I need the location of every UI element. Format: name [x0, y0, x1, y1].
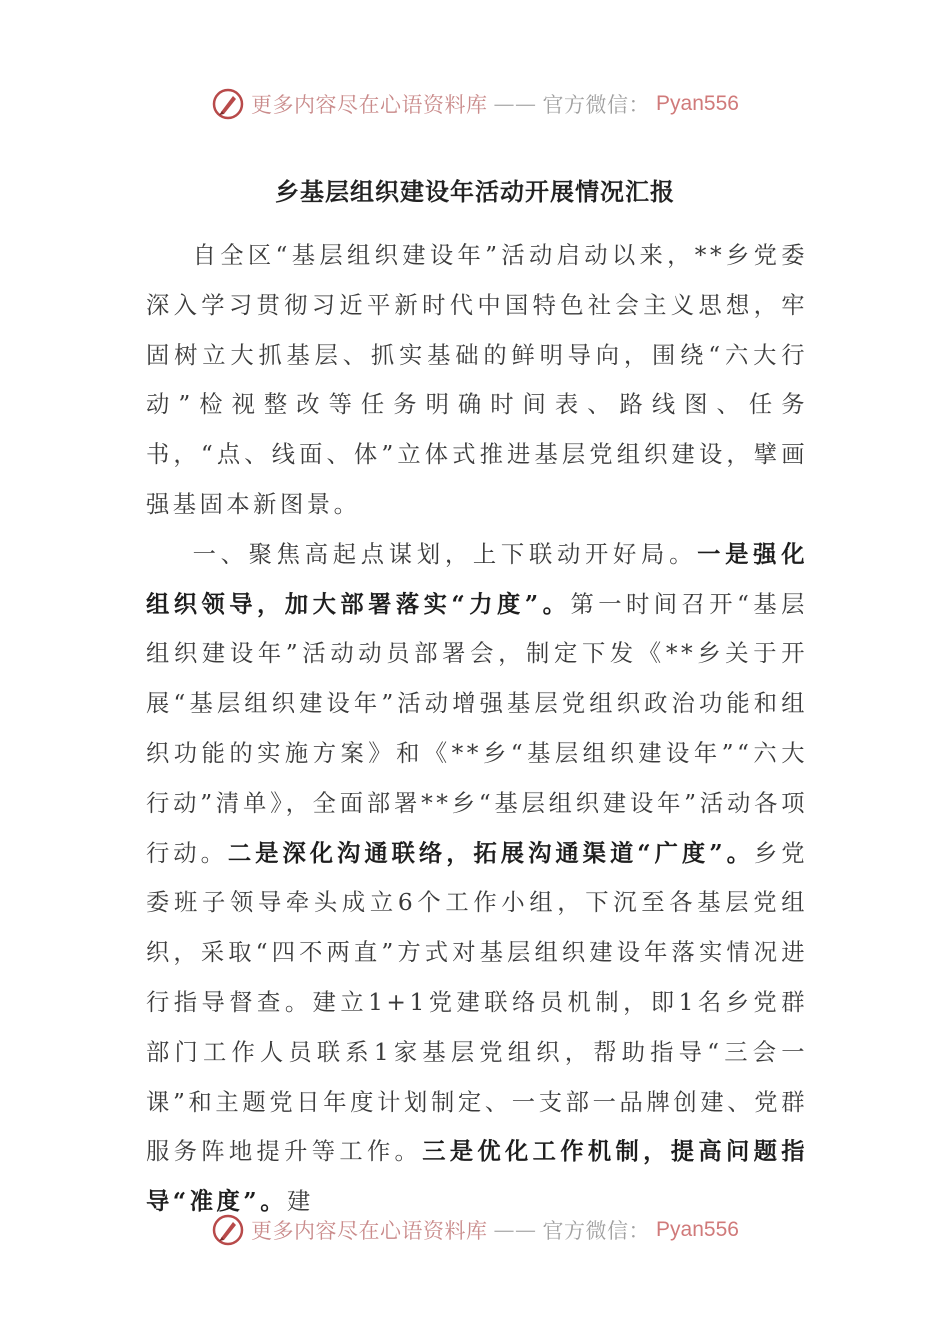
- point-1-text: 第一时间召开“基层组织建设年”活动动员部署会，制定下发《**乡关于开展“基层组织建设年”活动增强基层党组织政治功能和组织功能的实施方案》和《**乡“基层组织建设年”“六大行动”清单》，全面部署**乡“基层组织建设年”活动各项行动。: [146, 590, 808, 867]
- pen-logo-icon: [211, 1213, 245, 1247]
- point-3-text: 建: [287, 1188, 314, 1216]
- bold-point-3: 三是优化工作机制，提高问题指导“准度”。: [146, 1138, 809, 1216]
- watermark-id: Pyan556: [656, 1218, 739, 1241]
- watermark-text: 更多内容尽在心语资料库: [251, 93, 488, 117]
- pen-logo-icon: [211, 87, 245, 121]
- watermark-text: 更多内容尽在心语资料库: [251, 1219, 488, 1243]
- paragraph-intro: 自全区“基层组织建设年”活动启动以来，**乡党委深入学习贯彻习近平新时代中国特色社会主义思想，牢固树立大抓基层、抓实基础的鲜明导向，围绕“六大行动”检视整改等任务明确时间表、路线图、任务书，“点、线面、体”立体式推进基层党组织建设，擘画强基固本新图景。: [146, 242, 808, 518]
- watermark-separator: ——: [493, 92, 537, 116]
- bold-point-2: 二是深化沟通联络，拓展沟通渠道“广度”。: [227, 839, 754, 867]
- watermark-footer: [0, 1210, 950, 1250]
- bold-point-1: 一是强化组织领导，加大部署落实“力度”。: [146, 540, 809, 618]
- document-body: [146, 231, 808, 1227]
- watermark-header: [0, 84, 950, 124]
- watermark-separator: ——: [493, 1218, 537, 1242]
- paragraph-section-one: [146, 530, 808, 1227]
- document-title: 乡基层组织建设年活动开展情况汇报: [275, 177, 675, 206]
- watermark-label: 官方微信：: [542, 1219, 651, 1243]
- watermark-label: 官方微信：: [542, 93, 651, 117]
- section-lead: 一、聚焦高起点谋划，上下联动开好局。: [192, 540, 698, 568]
- point-2-text: 乡党委班子领导牵头成立6个工作小组，下沉至各基层党组织，采取“四不两直”方式对基层组织建设年落实情况进行指导督查。建立1+1党建联络员机制，即1名乡党群部门工作人员联系1家基层党组织，帮助指导“三会一课”和主题党日年度计划制定、一支部一品牌创建、党群服务阵地提升等工作。: [146, 839, 808, 1166]
- watermark-id: Pyan556: [656, 92, 739, 115]
